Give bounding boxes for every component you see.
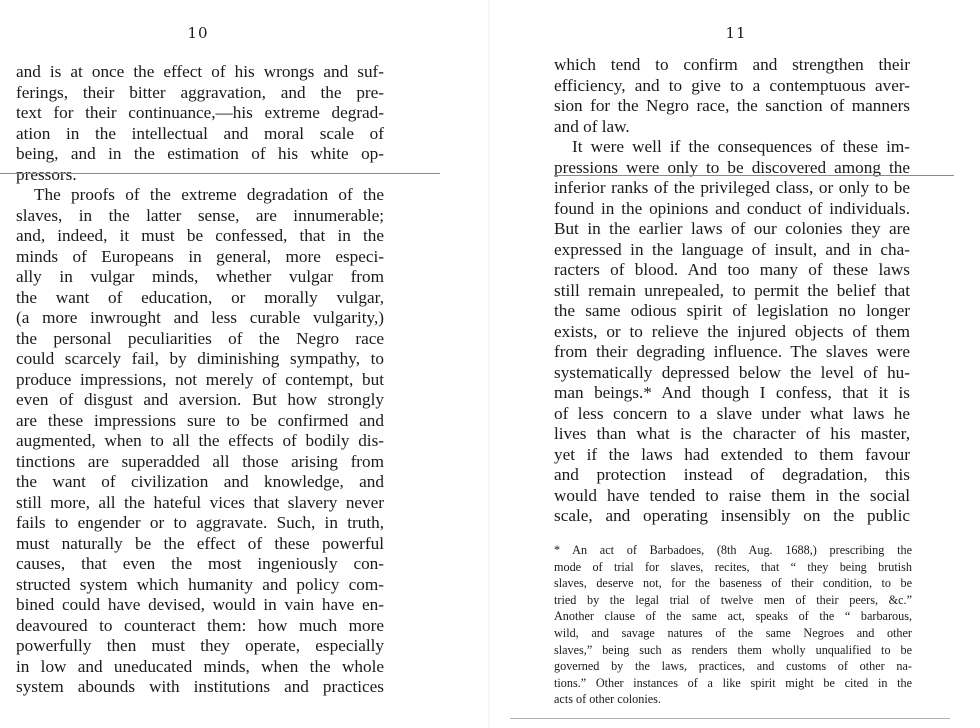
text-line: racters of blood. And too many of these laws bbox=[554, 260, 910, 279]
text-line: the want of civilization and knowledge, and bbox=[16, 472, 384, 491]
footnote-line: tions.” Other instances of a like spirit might be cited in the bbox=[554, 675, 912, 690]
text-line: structed system which humanity and policy com- bbox=[16, 574, 384, 594]
text-line: and of law. bbox=[554, 116, 630, 136]
text-line: and is at once the effect of his wrongs and suf- bbox=[16, 62, 384, 81]
left-page-body bbox=[16, 62, 384, 698]
text-line: expressed in the language of insult, and in cha- bbox=[554, 239, 910, 259]
scan-rule bbox=[554, 175, 954, 176]
text-line: of less concern to a slave under what laws he bbox=[554, 403, 910, 423]
text-line: must naturally be the effect of these powerful bbox=[16, 533, 384, 553]
text-line: slaves, in the latter sense, are innumerable; bbox=[16, 205, 384, 225]
text-line: man beings.* And though I confess, that it is bbox=[554, 383, 910, 402]
paragraph-start: It were well if the consequences of these im- bbox=[572, 137, 910, 156]
text-line: would have tended to raise them in the social bbox=[554, 485, 910, 505]
text-line: and, indeed, it must be confessed, that in the bbox=[16, 226, 384, 245]
text-line: causes, that even the most ingeniously con- bbox=[16, 554, 384, 573]
text-line: fails to engender or to aggravate. Such, in truth, bbox=[16, 513, 384, 532]
text-line: found in the opinions and conduct of individuals. bbox=[554, 198, 910, 218]
text-line: pressions were only to be discovered among the bbox=[554, 157, 910, 177]
text-line: (a more inwrought and less curable vulgarity,) bbox=[16, 308, 384, 327]
text-line: inferior ranks of the privileged class, or only to be bbox=[554, 178, 910, 197]
text-line: sion for the Negro race, the sanction of manners bbox=[554, 96, 910, 115]
text-line: yet if the laws had extended to them favour bbox=[554, 444, 910, 464]
text-line: which tend to confirm and strengthen their bbox=[554, 55, 910, 74]
text-line: being, and in the estimation of his white op- bbox=[16, 144, 384, 163]
text-line: system abounds with institutions and practices bbox=[16, 677, 384, 696]
text-line: lives than what is the character of his master, bbox=[554, 424, 910, 443]
footnote-line: tried by the legal trial of twelve men of their peers, &c.” bbox=[554, 592, 912, 607]
footnote-line: slaves,” being such as renders them wholly unqualified to be bbox=[554, 642, 912, 657]
text-line: exists, or to relieve the injured objects of them bbox=[554, 321, 910, 341]
text-line: even of disgust and aversion. But how strongly bbox=[16, 390, 384, 409]
text-line: efficiency, and to give to a contemptuous aver- bbox=[554, 75, 910, 95]
footnote-line: wild, and savage natures of the same Negroes and other bbox=[554, 625, 912, 640]
text-line: ation in the intellectual and moral scale of bbox=[16, 123, 384, 143]
footnote-line: slaves, deserve not, for the baseness of their condition, to be bbox=[554, 576, 912, 591]
text-line: deavoured to counteract them: how much more bbox=[16, 615, 384, 635]
text-line: text for their continuance,—his extreme degrad- bbox=[16, 103, 384, 122]
text-line: produce impressions, not merely of contempt, but bbox=[16, 369, 384, 389]
footnote-line: mode of trial for slaves, recites, that “ they being brutish bbox=[554, 559, 912, 574]
text-line: the same odious spirit of legislation no longer bbox=[554, 301, 910, 320]
text-line: still remain unrepealed, to permit the belief that bbox=[554, 280, 910, 300]
right-page bbox=[490, 0, 980, 728]
footnote-line: Another clause of the same act, speaks of the “ barbarous, bbox=[554, 609, 912, 624]
scan-rule bbox=[0, 173, 440, 174]
footnote-line: * An act of Barbadoes, (8th Aug. 1688,) prescribing the bbox=[554, 543, 912, 557]
page-number-right: 11 bbox=[725, 24, 747, 42]
text-line: the want of education, or morally vulgar, bbox=[16, 287, 384, 307]
text-line: But in the earlier laws of our colonies they are bbox=[554, 219, 910, 238]
footnote-line: acts of other colonies. bbox=[554, 692, 661, 707]
text-line: and protection instead of degradation, this bbox=[554, 465, 910, 484]
paragraph-start: The proofs of the extreme degradation of the bbox=[34, 185, 384, 204]
page-number-left: 10 bbox=[187, 24, 209, 42]
text-line: ally in vulgar minds, whether vulgar from bbox=[16, 267, 384, 286]
text-line: the personal peculiarities of the Negro race bbox=[16, 328, 384, 348]
text-line: ferings, their bitter aggravation, and the pre- bbox=[16, 82, 384, 102]
text-line: still more, all the hateful vices that slavery never bbox=[16, 492, 384, 512]
footnote bbox=[554, 542, 912, 708]
text-line: scale, and operating insensibly on the public bbox=[554, 506, 910, 525]
text-line: systematically depressed below the level of hu- bbox=[554, 362, 910, 382]
text-line: are these impressions sure to be confirmed and bbox=[16, 410, 384, 430]
text-line: bined could have devised, would in vain have en- bbox=[16, 595, 384, 614]
text-line: augmented, when to all the effects of bodily dis- bbox=[16, 431, 384, 450]
text-line: from their degrading influence. The slaves were bbox=[554, 342, 910, 361]
footnote-line: governed by the laws, practices, and customs of other na- bbox=[554, 659, 912, 674]
text-line: in low and uneducated minds, when the whole bbox=[16, 656, 384, 676]
text-line: powerfully then must they operate, especially bbox=[16, 636, 384, 655]
text-line: could scarcely fail, by diminishing sympathy, to bbox=[16, 349, 384, 368]
text-line: pressors. bbox=[16, 164, 77, 184]
text-line: minds of Europeans in general, more especi- bbox=[16, 246, 384, 266]
scan-rule bbox=[510, 718, 950, 719]
text-line: tinctions are superadded all those arising from bbox=[16, 451, 384, 471]
right-page-body bbox=[554, 55, 910, 527]
